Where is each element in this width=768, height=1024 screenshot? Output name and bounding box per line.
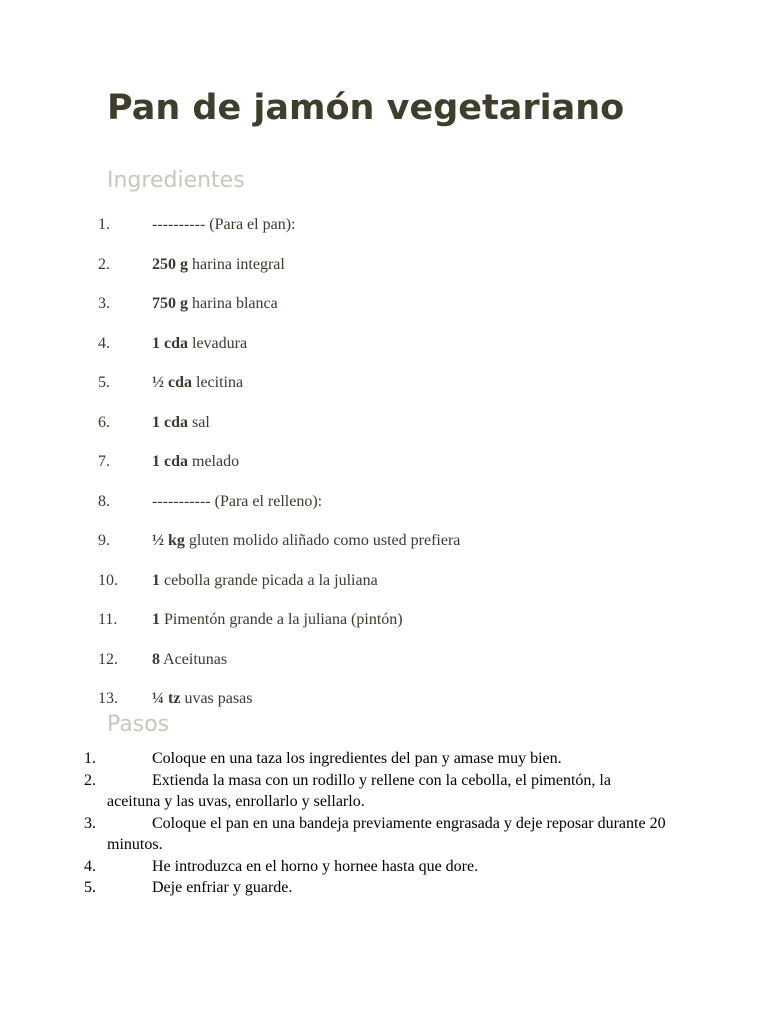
ingredient-number: 5.	[98, 374, 110, 391]
ingredient-number: 6.	[98, 413, 110, 431]
ingredient-name: melado	[188, 453, 240, 470]
ingredient-item	[0, 372, 768, 412]
ingredient-text	[152, 651, 227, 669]
ingredients-heading: Ingredientes	[107, 168, 245, 193]
page-title: Pan de jamón vegetariano	[107, 88, 625, 128]
ingredient-text	[152, 414, 210, 432]
ingredient-item	[0, 214, 768, 254]
ingredient-item	[0, 293, 768, 333]
steps-heading: Pasos	[107, 712, 170, 737]
ingredient-item	[0, 254, 768, 294]
step-number: 4.	[84, 857, 96, 875]
step-item	[0, 813, 768, 856]
step-number: 2.	[84, 771, 96, 789]
ingredients-list	[0, 214, 768, 728]
ingredient-number: 13.	[98, 690, 118, 707]
ingredient-number: 1.	[98, 216, 110, 233]
ingredient-item	[0, 412, 768, 452]
ingredient-item	[0, 333, 768, 373]
ingredient-number: 2.	[98, 255, 110, 273]
ingredient-name: ---------- (Para el pan):	[152, 216, 296, 233]
ingredient-text	[152, 295, 278, 313]
ingredient-name: lecitina	[192, 374, 244, 391]
ingredient-number: 3.	[98, 295, 110, 312]
ingredient-name: uvas pasas	[180, 690, 253, 707]
ingredient-name: harina integral	[188, 255, 285, 273]
ingredient-item	[0, 451, 768, 491]
step-text: Coloque el pan en una bandeja previamente engrasada y deje reposar durante 20 minutos.	[107, 814, 666, 853]
ingredient-name: ----------- (Para el relleno):	[152, 492, 323, 510]
ingredient-quantity: 1	[152, 611, 160, 628]
ingredient-number: 11.	[98, 611, 118, 628]
ingredient-quantity: ½ kg	[152, 532, 185, 549]
ingredient-number: 8.	[98, 492, 110, 510]
ingredient-text	[152, 256, 285, 274]
step-text: Coloque en una taza los ingredientes del pan y amase muy bien.	[152, 750, 562, 767]
ingredient-text	[152, 572, 378, 590]
ingredient-item	[0, 530, 768, 570]
step-number: 1.	[84, 750, 96, 767]
step-number: 5.	[84, 879, 96, 896]
ingredient-item	[0, 570, 768, 610]
step-item	[0, 748, 768, 770]
ingredient-name: sal	[188, 413, 210, 431]
ingredient-number: 12.	[98, 650, 118, 668]
ingredient-text	[152, 453, 239, 471]
step-text: Deje enfriar y guarde.	[152, 879, 293, 896]
ingredient-text	[152, 374, 243, 392]
step-text: He introduzca en el horno y hornee hasta que dore.	[152, 857, 479, 875]
ingredient-quantity: 8	[152, 650, 160, 668]
step-item	[0, 856, 768, 878]
ingredient-quantity: ¼ tz	[152, 690, 181, 707]
ingredient-quantity: 1 cda	[152, 453, 188, 470]
ingredient-name: harina blanca	[188, 295, 278, 312]
ingredient-quantity: 1	[152, 571, 160, 589]
steps-list	[0, 748, 768, 899]
ingredient-quantity: 1 cda	[152, 334, 188, 352]
ingredient-number: 7.	[98, 453, 110, 470]
ingredient-text	[152, 690, 252, 708]
ingredient-name: gluten molido aliñado como usted prefiera	[184, 532, 461, 549]
ingredient-number: 9.	[98, 532, 110, 549]
step-number: 3.	[84, 814, 96, 832]
ingredient-text	[152, 532, 460, 550]
ingredient-quantity: 1 cda	[152, 413, 188, 431]
ingredient-quantity: 250 g	[152, 255, 188, 273]
ingredient-text	[152, 493, 322, 511]
ingredient-name: levadura	[188, 334, 248, 352]
ingredient-text	[152, 216, 295, 234]
ingredient-text	[152, 611, 403, 629]
step-text: Extienda la masa con un rodillo y rellene con la cebolla, el pimentón, la aceituna y las uvas, enrollarlo y sellarlo.	[107, 771, 611, 810]
step-item	[0, 877, 768, 899]
ingredient-name: Pimentón grande a la juliana (pintón)	[160, 611, 403, 628]
ingredient-item	[0, 649, 768, 689]
ingredient-name: Aceitunas	[160, 650, 228, 668]
ingredient-item	[0, 491, 768, 531]
ingredient-number: 10.	[98, 571, 118, 589]
ingredient-quantity: 750 g	[152, 295, 188, 312]
ingredient-quantity: ½ cda	[152, 374, 192, 391]
ingredient-number: 4.	[98, 334, 110, 352]
ingredient-item	[0, 609, 768, 649]
step-item	[0, 770, 768, 813]
ingredient-name: cebolla grande picada a la juliana	[160, 571, 378, 589]
ingredient-text	[152, 335, 247, 353]
